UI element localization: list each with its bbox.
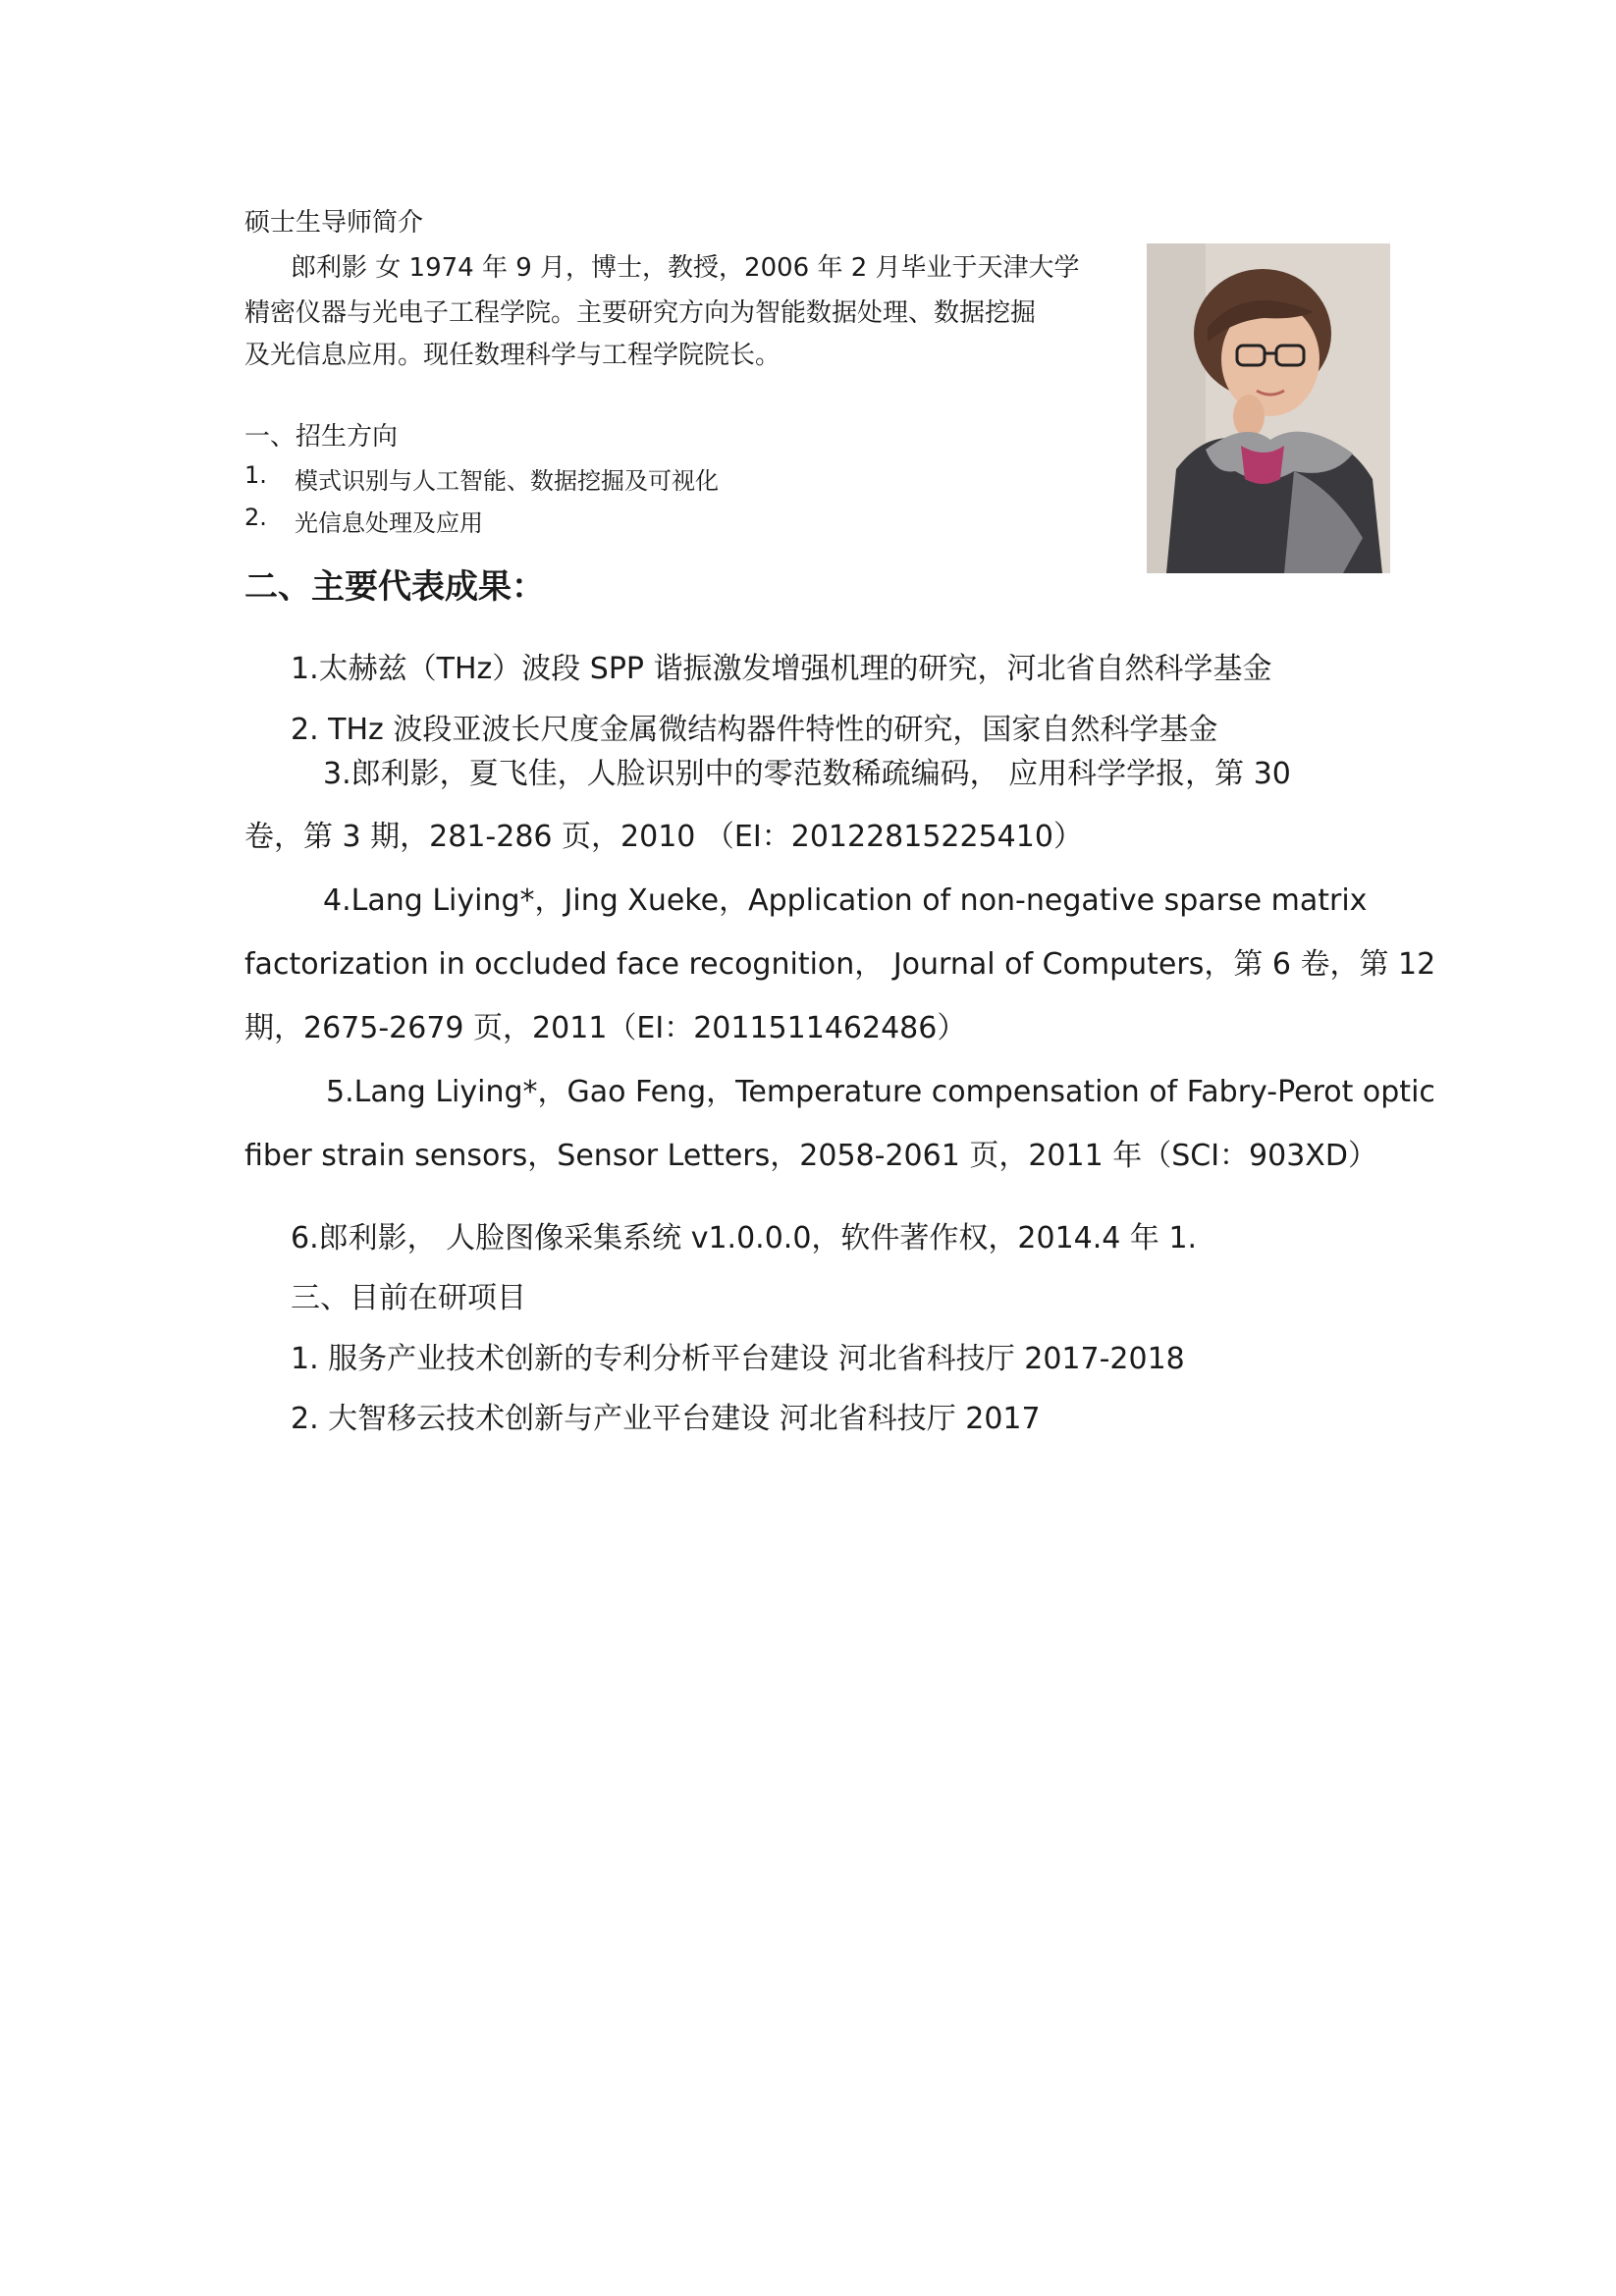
result-1: 1.太赫兹（THz）波段 SPP 谐振激发增强机理的研究，河北省自然科学基金 <box>291 652 1272 686</box>
result-5-line-2: fiber strain sensors，Sensor Letters，2058-2061 页，2011 年（SCI：903XD） <box>244 1139 1377 1173</box>
result-3-line-1: 3.郎利影，夏飞佳，人脸识别中的零范数稀疏编码， 应用科学学报，第 30 <box>323 757 1291 791</box>
result-5-line-1: 5.Lang Liying*，Gao Feng，Temperature compensation of Fabry-Perot optic <box>326 1075 1435 1109</box>
section-1-item-2-number: 2. <box>244 504 267 531</box>
intro-line-1: 郎利影 女 1974 年 9 月，博士，教授，2006 年 2 月毕业于天津大学 <box>291 253 1080 283</box>
section-2-heading: 二、主要代表成果： <box>244 567 545 607</box>
section-1-item-1-number: 1. <box>244 461 267 489</box>
portrait-photo <box>1147 243 1390 573</box>
intro-line-3: 及光信息应用。现任数理科学与工程学院院长。 <box>244 341 781 370</box>
project-1: 1. 服务产业技术创新的专利分析平台建设 河北省科技厅 2017-2018 <box>291 1342 1185 1376</box>
result-6: 6.郎利影， 人脸图像采集系统 v1.0.0.0，软件著作权，2014.4 年 1. <box>291 1221 1198 1255</box>
result-3-line-2: 卷，第 3 期，281-286 页，2010 （EI：20122815225410） <box>244 820 1083 854</box>
result-2: 2. THz 波段亚波长尺度金属微结构器件特性的研究，国家自然科学基金 <box>291 713 1218 747</box>
section-3-heading: 三、目前在研项目 <box>291 1281 526 1315</box>
result-4-line-2: factorization in occluded face recognition， Journal of Computers，第 6 卷，第 12 <box>244 947 1436 982</box>
portrait-image <box>1147 243 1390 573</box>
result-4-line-1: 4.Lang Liying*，Jing Xueke，Application of non-negative sparse matrix <box>323 883 1368 918</box>
section-1-item-2-text: 光信息处理及应用 <box>295 509 483 537</box>
doc-title: 硕士生导师简介 <box>244 208 424 238</box>
section-1-item-1-text: 模式识别与人工智能、数据挖掘及可视化 <box>295 467 719 495</box>
project-2: 2. 大智移云技术创新与产业平台建设 河北省科技厅 2017 <box>291 1402 1041 1436</box>
result-4-line-3: 期，2675-2679 页，2011（EI：2011511462486） <box>244 1011 967 1045</box>
section-1-heading: 一、招生方向 <box>244 422 399 452</box>
intro-line-2: 精密仪器与光电子工程学院。主要研究方向为智能数据处理、数据挖掘 <box>244 298 1037 328</box>
